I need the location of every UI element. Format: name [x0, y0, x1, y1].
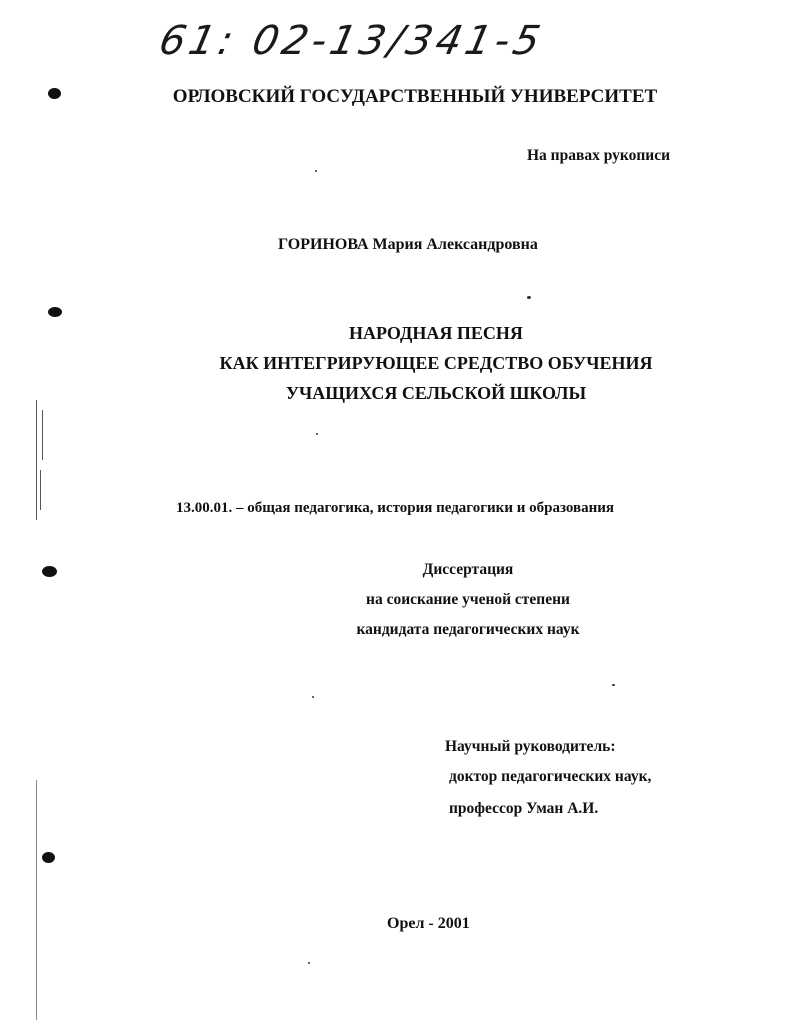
dissertation-line-2: на соискание ученой степени [366, 591, 570, 608]
binder-hole-mark [42, 852, 55, 863]
dissertation-line-3: кандидата педагогических наук [356, 621, 580, 638]
title-line-3: УЧАЩИХСЯ СЕЛЬСКОЙ ШКОЛЫ [285, 383, 587, 403]
author-name: ГОРИНОВА Мария Александровна [278, 236, 538, 253]
title-line-2: КАК ИНТЕГРИРУЮЩЕЕ СРЕДСТВО ОБУЧЕНИЯ [219, 353, 653, 373]
dissertation-line-1: Диссертация [422, 561, 514, 578]
scan-speck [312, 696, 314, 698]
scan-speck [316, 433, 318, 435]
title-line-1: НАРОДНАЯ ПЕСНЯ [349, 323, 523, 343]
scan-speck [315, 170, 317, 172]
manuscript-rights-note: На правах рукописи [527, 147, 671, 164]
specialty-code: 13.00.01. – общая педагогика, история педагогики и образования [176, 500, 615, 516]
binder-hole-mark [42, 566, 57, 577]
binder-hole-mark [48, 88, 61, 99]
advisor-label: Научный руководитель: [445, 738, 616, 755]
scan-speck [308, 962, 310, 964]
scan-speck [612, 684, 615, 686]
city-year: Орел - 2001 [387, 915, 470, 932]
scan-edge-line [36, 780, 37, 1020]
university-name: ОРЛОВСКИЙ ГОСУДАРСТВЕННЫЙ УНИВЕРСИТЕТ [172, 86, 658, 107]
scan-edge-line [40, 470, 41, 510]
advisor-degree: доктор педагогических наук, [449, 768, 652, 785]
scan-speck [527, 296, 531, 299]
binder-hole-mark [48, 307, 62, 317]
handwritten-catalog-number: 61: 02-13/341-5 [155, 18, 548, 64]
advisor-name: профессор Уман А.И. [449, 800, 599, 817]
scan-edge-line [42, 410, 43, 460]
scan-edge-line [36, 400, 37, 520]
